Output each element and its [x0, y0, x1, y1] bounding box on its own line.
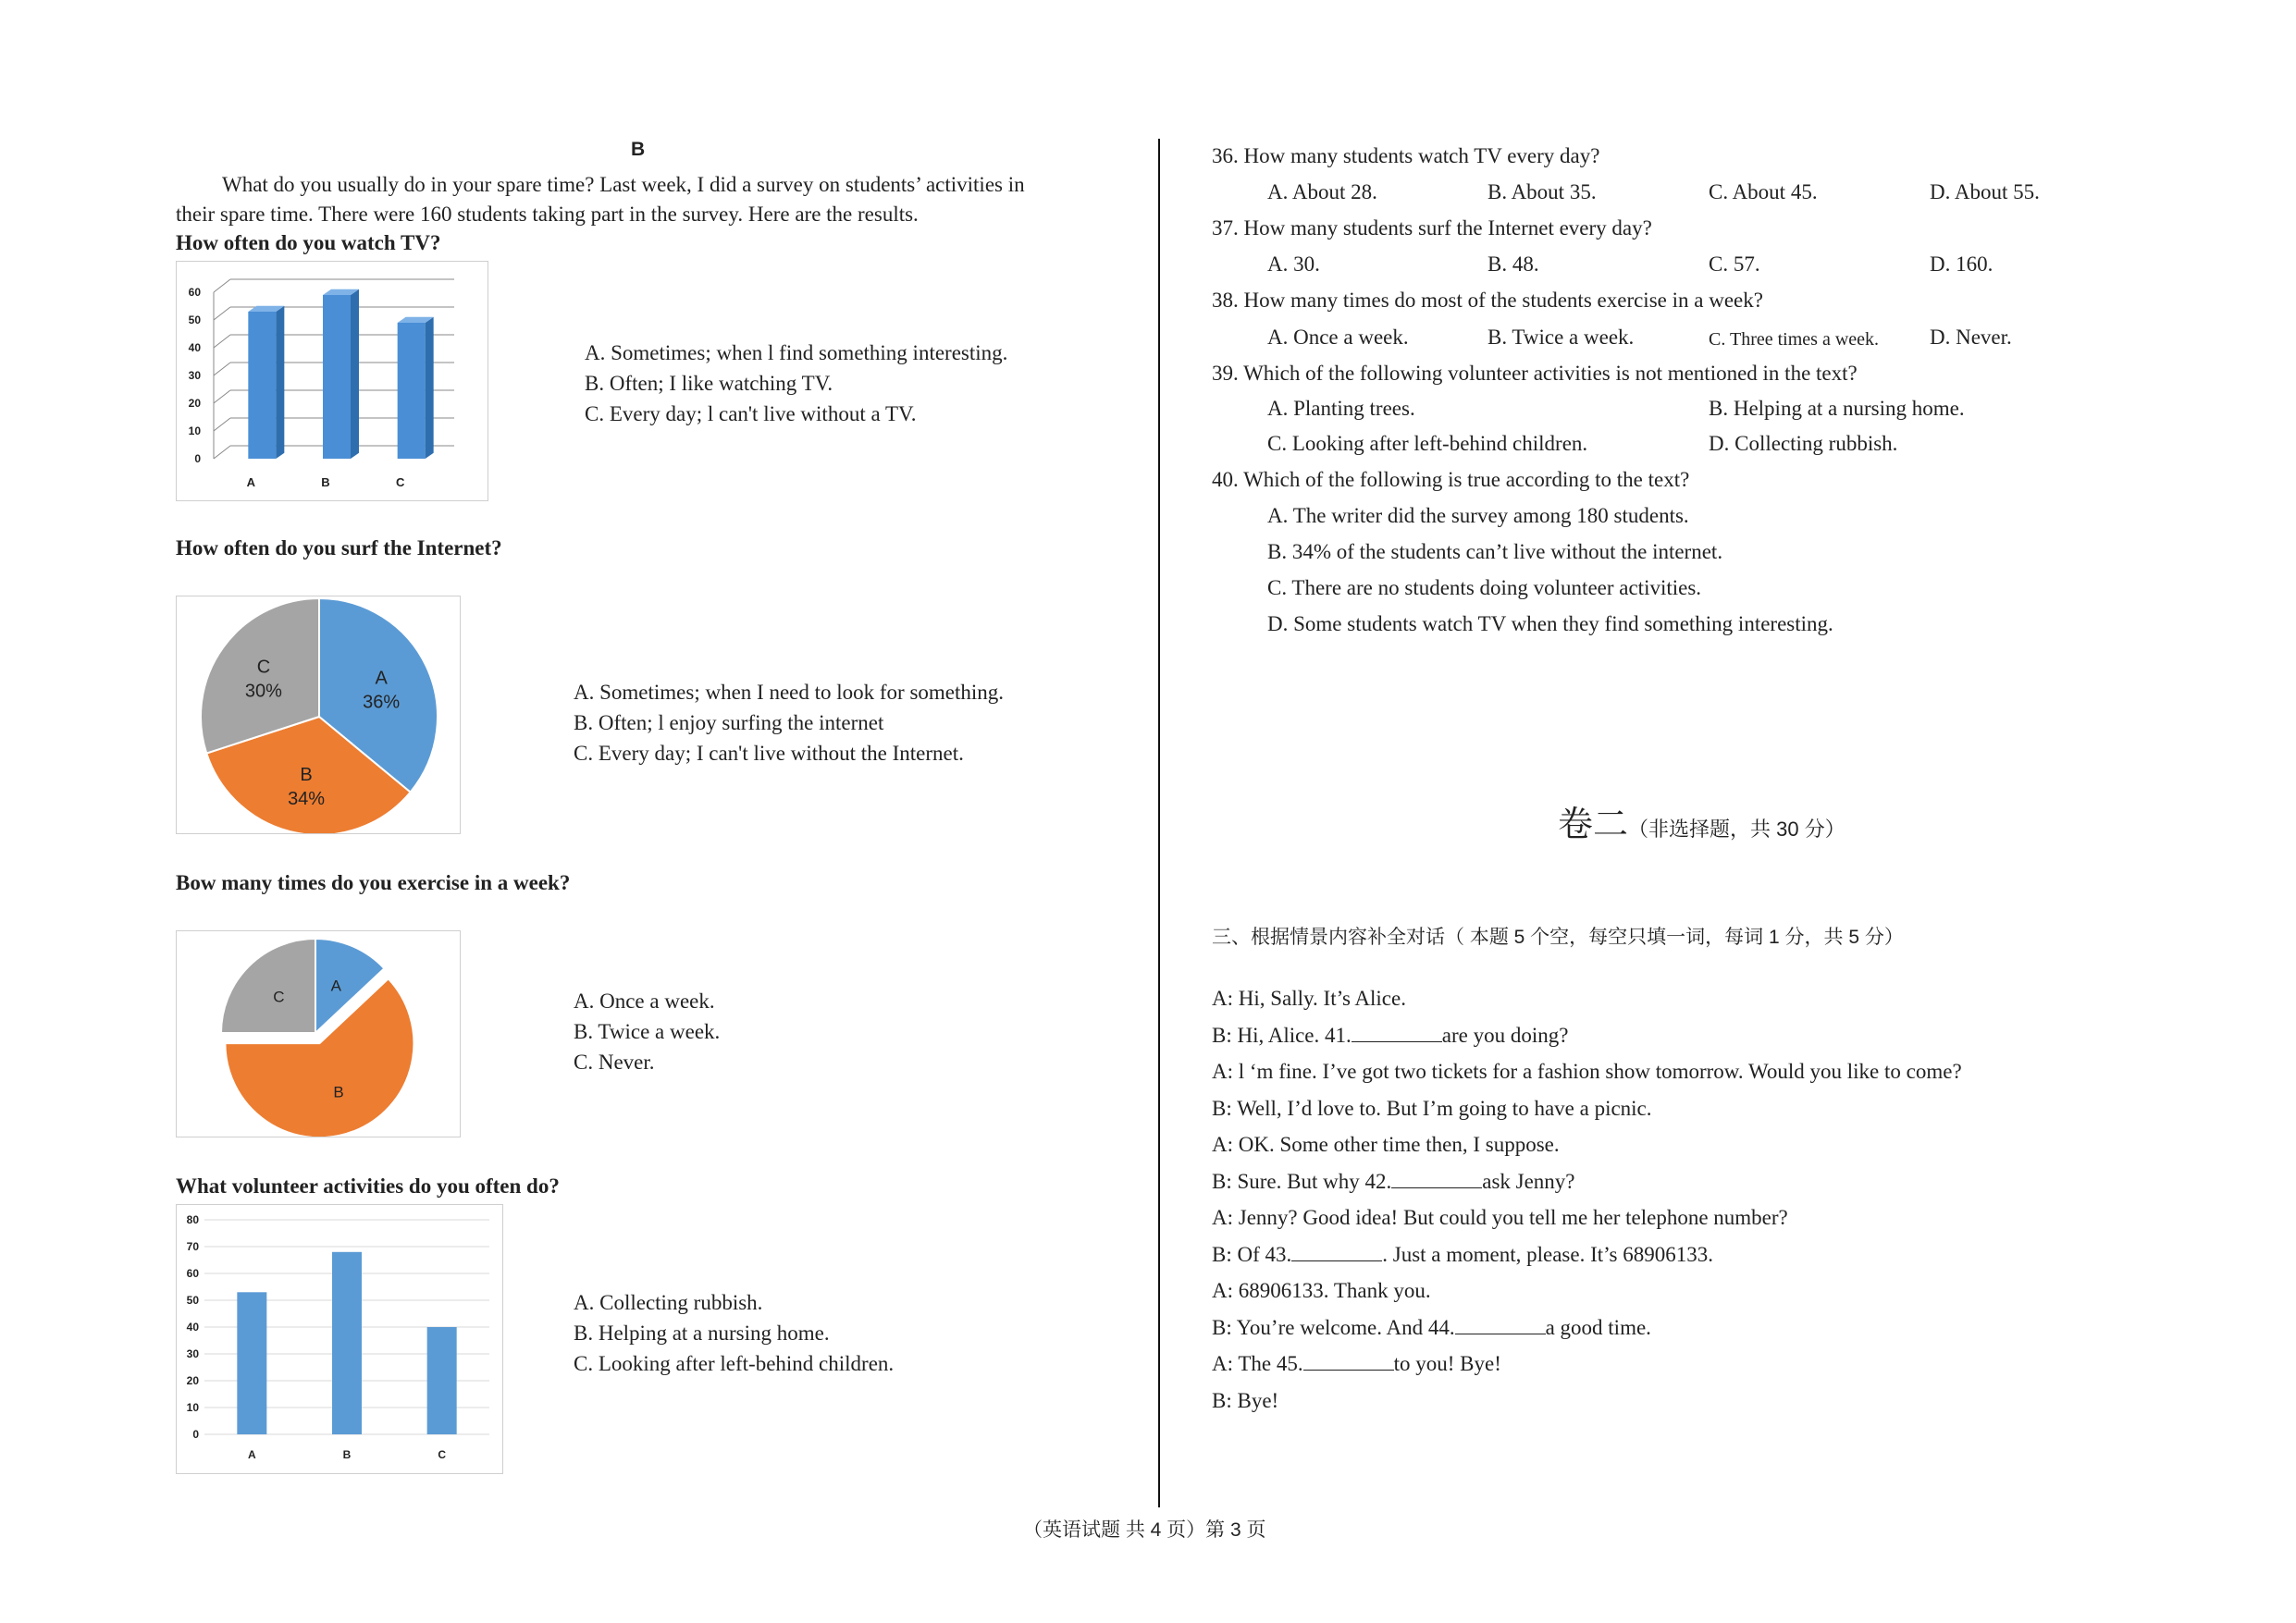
pie-label: C [256, 657, 271, 678]
pie-percent-label: 36% [363, 692, 401, 713]
question-internet: How often do you surf the Internet? [176, 536, 502, 559]
y-tick-label: 20 [188, 397, 201, 410]
x-tick-label: A [247, 1448, 256, 1461]
dialogue-text: A: Hi, Sally. It’s Alice. [1212, 987, 1406, 1010]
dialogue-text-after: a good time. [1545, 1315, 1651, 1339]
q37-option-c[interactable]: C. 57. [1709, 252, 1760, 276]
exercise-option-b: B. Twice a week. [574, 1020, 721, 1043]
dialogue-text: A: 68906133. Thank you. [1212, 1279, 1431, 1302]
internet-option-a: A. Sometimes; when I need to look for something. [574, 681, 1005, 704]
volunteer-chart [176, 1204, 503, 1474]
q36-stem: 36. How many students watch TV every day? [1212, 144, 1600, 167]
dialogue-text-after: ask Jenny? [1482, 1169, 1575, 1193]
q38-option-a[interactable]: A. Once a week. [1267, 326, 1409, 349]
y-tick-label: 10 [188, 424, 201, 437]
dialogue-text: B: Bye! [1212, 1388, 1279, 1412]
volunteer-option-b: B. Helping at a nursing home. [574, 1322, 830, 1345]
q38-option-c[interactable]: C. Three times a week. [1709, 329, 1880, 350]
pie-label: A [330, 977, 341, 995]
bar-side [276, 306, 284, 459]
bar-side [426, 317, 434, 459]
grid-line-diag [214, 418, 230, 431]
x-tick-label: B [342, 1448, 352, 1461]
exercise-options [574, 986, 720, 1077]
answer-blank[interactable] [1303, 1351, 1394, 1371]
intro-line-1: What do you usually do in your spare time? Last week, I did a survey on students’ activities in [222, 173, 1025, 196]
y-tick-label: 30 [186, 1347, 199, 1360]
answer-blank[interactable] [1391, 1169, 1482, 1188]
q36-option-d[interactable]: D. About 55. [1930, 180, 2040, 203]
exercise-chart [176, 930, 461, 1137]
y-tick-label: 60 [188, 286, 201, 299]
dialogue-text: A: OK. Some other time then, I suppose. [1212, 1133, 1560, 1156]
bar [427, 1327, 457, 1434]
bar-side [351, 289, 359, 459]
part2-title [1558, 805, 1845, 850]
grid-line-diag [214, 279, 230, 292]
x-tick-label: C [438, 1448, 447, 1461]
question-tv: How often do you watch TV? [176, 231, 441, 254]
dialogue-line [1212, 1309, 1962, 1346]
bar [237, 1292, 266, 1434]
grid-line-diag [214, 335, 230, 348]
y-tick-label: 80 [186, 1213, 199, 1226]
y-tick-label: 0 [194, 452, 201, 465]
grid-line-diag [214, 446, 230, 459]
answer-blank[interactable] [1455, 1315, 1546, 1334]
dialogue-line [1212, 1090, 1962, 1127]
dialogue-line [1212, 1053, 1962, 1090]
x-tick-label: B [321, 475, 330, 489]
internet-options [574, 677, 1004, 768]
part2-title-big: 卷二 [1558, 805, 1629, 844]
q39-option-a[interactable]: A. Planting trees. [1267, 397, 1415, 420]
dialogue-text: B: Of 43. [1212, 1242, 1292, 1266]
y-tick-label: 40 [186, 1321, 199, 1334]
column-divider [1158, 139, 1160, 1507]
tv-option-c: C. Every day; l can't live without a TV. [585, 402, 917, 425]
q40-option-a[interactable]: A. The writer did the survey among 180 students. [1267, 504, 1689, 527]
dialogue-text-after: are you doing? [1441, 1023, 1569, 1047]
y-tick-label: 40 [188, 341, 201, 354]
y-tick-label: 0 [192, 1428, 199, 1441]
y-tick-label: 60 [186, 1267, 199, 1280]
volunteer-options [574, 1287, 894, 1379]
q36-option-b[interactable]: B. About 35. [1487, 180, 1597, 203]
dialogue [1212, 980, 1962, 1419]
answer-blank[interactable] [1352, 1023, 1442, 1042]
pie-label: B [333, 1083, 344, 1101]
q37-option-b[interactable]: B. 48. [1487, 252, 1539, 276]
internet-option-c: C. Every day; I can't live without the Internet. [574, 742, 964, 765]
dialogue-line [1212, 1273, 1962, 1309]
q39-option-b[interactable]: B. Helping at a nursing home. [1709, 397, 1965, 420]
dialogue-text: B: Hi, Alice. 41. [1212, 1023, 1352, 1047]
q38-option-d[interactable]: D. Never. [1930, 326, 2012, 349]
bar [332, 1252, 362, 1434]
intro-line-2: their spare time. There were 160 students taking part in the survey. Here are the results. [176, 203, 919, 226]
q40-option-b[interactable]: B. 34% of the students can’t live without the internet. [1267, 540, 1723, 563]
y-tick-label: 30 [188, 369, 201, 382]
q36-option-a[interactable]: A. About 28. [1267, 180, 1377, 203]
question-exercise: Bow many times do you exercise in a week? [176, 871, 571, 894]
grid-line-diag [214, 307, 230, 320]
dialogue-text-after: . Just a moment, please. It’s 68906133. [1382, 1242, 1713, 1266]
y-tick-label: 50 [188, 314, 201, 326]
page-footer: （英语试题 共 4 页）第 3 页 [1023, 1519, 1266, 1541]
dialogue-line [1212, 1126, 1962, 1163]
q38-stem: 38. How many times do most of the students exercise in a week? [1212, 289, 1763, 312]
q37-stem: 37. How many students surf the Internet every day? [1212, 216, 1652, 240]
exercise-option-c: C. Never. [574, 1051, 655, 1074]
q38-option-b[interactable]: B. Twice a week. [1487, 326, 1635, 349]
dialogue-line [1212, 1017, 1962, 1054]
q40-stem: 40. Which of the following is true according to the text? [1212, 468, 1690, 491]
y-tick-label: 50 [186, 1294, 199, 1307]
pie-percent-label: 30% [244, 681, 282, 702]
dialogue-text: B: Well, I’d love to. But I’m going to have a picnic. [1212, 1096, 1652, 1120]
section-three-title: 三、根据情景内容补全对话（ 本题 5 个空，每空只填一词，每词 1 分，共 5 分） [1212, 927, 1904, 948]
q39-stem: 39. Which of the following volunteer activities is not mentioned in the text? [1212, 362, 1858, 385]
dialogue-text: B: Sure. But why 42. [1212, 1169, 1392, 1193]
pie-percent-label: 34% [288, 788, 326, 809]
dialogue-text: B: You’re welcome. And 44. [1212, 1315, 1455, 1339]
dialogue-line [1212, 1383, 1962, 1420]
dialogue-line [1212, 1163, 1962, 1200]
pie-slice [221, 939, 315, 1033]
grid-line-diag [214, 363, 230, 375]
dialogue-text: A: The 45. [1212, 1352, 1303, 1375]
q37-option-a[interactable]: A. 30. [1267, 252, 1320, 276]
dialogue-text: A: Jenny? Good idea! But could you tell me her telephone number? [1212, 1206, 1788, 1229]
pie-label: B [300, 764, 313, 785]
internet-chart [176, 596, 461, 834]
q37-option-d[interactable]: D. 160. [1930, 252, 1994, 276]
tv-chart [176, 261, 488, 501]
pie-label: A [375, 668, 388, 689]
q40-option-c[interactable]: C. There are no students doing volunteer activities. [1267, 576, 1702, 599]
dialogue-line [1212, 1199, 1962, 1236]
part2-title-small: （非选择题，共 30 分） [1628, 818, 1845, 841]
q39-option-d[interactable]: D. Collecting rubbish. [1709, 432, 1898, 455]
internet-option-b: B. Often; l enjoy surfing the internet [574, 711, 884, 734]
bar [398, 323, 426, 459]
dialogue-text: A: l ‘m fine. I’ve got two tickets for a fashion show tomorrow. Would you like to come? [1212, 1060, 1962, 1083]
q36-option-c[interactable]: C. About 45. [1709, 180, 1818, 203]
q40-option-d[interactable]: D. Some students watch TV when they find something interesting. [1267, 612, 1833, 635]
y-tick-label: 70 [186, 1240, 199, 1253]
dialogue-line [1212, 1346, 1962, 1383]
section-label: B [631, 139, 646, 160]
bar [323, 295, 351, 459]
pie-label: C [273, 988, 285, 1006]
dialogue-line [1212, 980, 1962, 1017]
y-tick-label: 10 [186, 1401, 199, 1414]
tv-option-a: A. Sometimes; when l find something interesting. [585, 341, 1008, 364]
tv-option-b: B. Often; I like watching TV. [585, 372, 833, 395]
y-tick-label: 20 [186, 1374, 199, 1387]
exercise-option-a: A. Once a week. [574, 990, 715, 1013]
volunteer-option-c: C. Looking after left-behind children. [574, 1352, 895, 1375]
x-tick-label: A [246, 475, 256, 489]
q39-option-c[interactable]: C. Looking after left-behind children. [1267, 432, 1588, 455]
dialogue-line [1212, 1236, 1962, 1273]
bar [248, 312, 276, 459]
x-tick-label: C [395, 475, 405, 489]
grid-line-diag [214, 390, 230, 403]
dialogue-text-after: to you! Bye! [1393, 1352, 1501, 1375]
volunteer-option-a: A. Collecting rubbish. [574, 1291, 763, 1314]
tv-options [585, 338, 1007, 429]
answer-blank[interactable] [1291, 1242, 1382, 1261]
question-volunteer: What volunteer activities do you often do? [176, 1174, 560, 1198]
